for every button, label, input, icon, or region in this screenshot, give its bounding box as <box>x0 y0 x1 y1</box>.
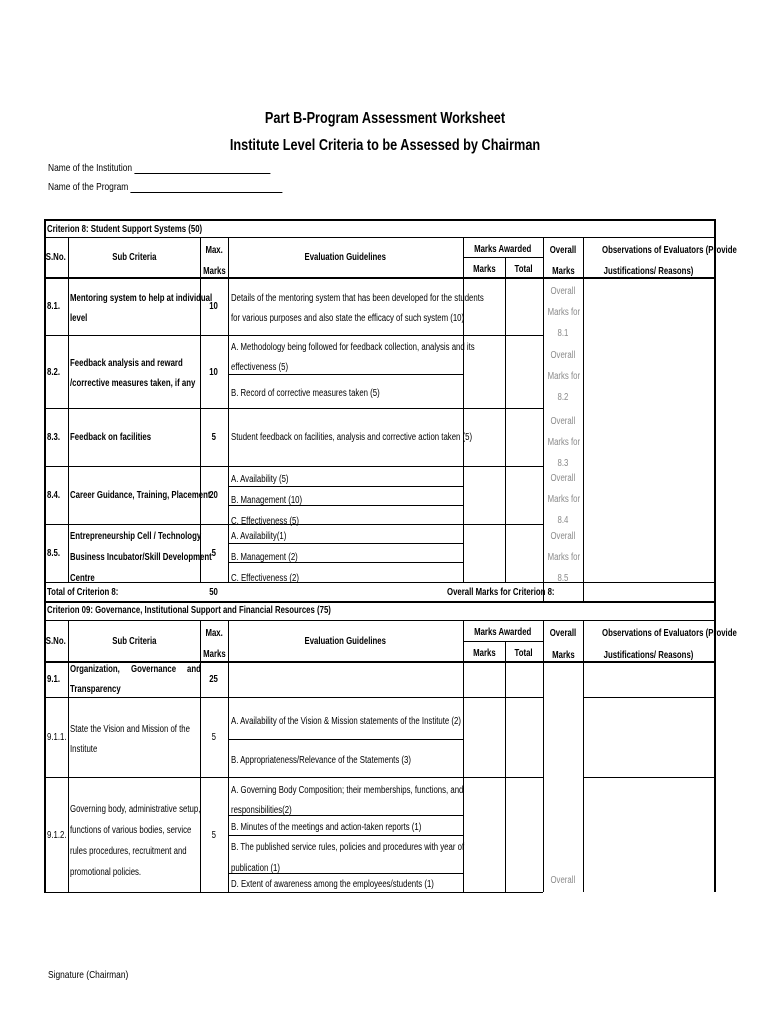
c9-col-total-header: Total <box>514 648 534 659</box>
row-9-1-max: 25 <box>209 674 219 685</box>
row-8-1-max: 10 <box>209 301 219 312</box>
program-name-field[interactable] <box>48 181 283 193</box>
row-9-1-1-guideline-a: A. Availability of the Vision & Mission statements of the Institute (2) <box>231 716 461 727</box>
row-8-1-guidelines: Details of the mentoring system that has been developed for the students for various purposes and also state the efficacy of such system (10) <box>231 293 484 324</box>
row-8-5-sno: 8.5. <box>47 548 61 559</box>
row-9-1-1-max: 5 <box>211 732 217 743</box>
col-awarded-header: Marks Awarded <box>474 244 532 255</box>
rule <box>583 777 716 778</box>
rule <box>463 641 543 642</box>
c9-col-awarded-header: Marks Awarded <box>474 627 532 638</box>
institution-blank-line[interactable] <box>134 163 270 174</box>
col-observations-header: Observations of Evaluators (Provide Justifications/ Reasons) <box>602 245 737 277</box>
row-8-2-guideline-b: B. Record of corrective measures taken (5) <box>231 388 380 399</box>
c9-col-observations-header: Observations of Evaluators (Provide Justifications/ Reasons) <box>602 628 737 661</box>
row-8-5-sub-criteria: Entrepreneurship Cell / Technology Business Incubator/Skill Development Centre <box>70 531 212 584</box>
rule <box>44 219 46 892</box>
criterion8-total-value: 50 <box>209 586 219 598</box>
rule <box>583 237 584 601</box>
rule <box>44 777 543 778</box>
row-9-1-sno: 9.1. <box>47 674 61 685</box>
row-8-2-sub-criteria: Feedback analysis and reward /corrective measures taken, if any <box>70 358 196 389</box>
row-9-1-2-guideline-b: B. Minutes of the meetings and action-taken reports (1) <box>231 822 422 833</box>
c9-col-overall-header: Overall Marks <box>549 628 577 661</box>
row-8-4-max: 20 <box>209 490 219 501</box>
institution-name-field[interactable] <box>48 162 270 174</box>
row-9-1-2-sub-criteria: Governing body, administrative setup, functions of various bodies, service rules procedures, recruitment and promotional policies. <box>70 804 201 878</box>
row-9-1-2-sno: 9.1.2. <box>47 829 67 841</box>
rule <box>583 697 716 698</box>
row-8-2-guidelines: A. Methodology being followed for feedback collection, analysis and its effectiveness (5) <box>231 342 475 373</box>
row-8-5-overall[interactable]: Overall Marks for 8.5 <box>547 531 581 584</box>
row-9-1-2-max: 5 <box>211 829 217 841</box>
rule <box>228 739 463 740</box>
col-sno-header: S.No. <box>46 252 66 263</box>
row-8-4-overall[interactable]: Overall Marks for 8.4 <box>547 473 581 526</box>
row-9-1-overall[interactable]: Overall <box>550 875 576 886</box>
col-guidelines-header: Evaluation Guidelines <box>304 252 387 263</box>
row-8-4-guidelines: A. Availability (5) B. Management (10) C. Effectiveness (5) <box>231 474 303 527</box>
row-8-4-sno: 8.4. <box>47 490 61 501</box>
row-9-1-2-guideline-c: B. The published service rules, policies and procedures with year of publication (1) <box>231 842 465 874</box>
c9-col-max-marks-header: Max. Marks <box>203 628 226 660</box>
institution-label: Name of the Institution <box>48 162 133 174</box>
rule <box>463 257 543 258</box>
col-max-marks-header: Max. Marks <box>203 245 226 277</box>
row-8-5-guidelines: A. Availability(1) B. Management (2) C. Effectiveness (2) <box>231 531 299 584</box>
row-8-2-sno: 8.2. <box>47 366 61 378</box>
col-sub-criteria-header: Sub Criteria <box>111 252 157 263</box>
page-title: Part B-Program Assessment Worksheet <box>264 110 506 127</box>
signature-chairman: Signature (Chairman) <box>48 969 129 981</box>
page-subtitle: Institute Level Criteria to be Assessed by Chairman <box>229 137 541 154</box>
program-label: Name of the Program <box>48 181 129 193</box>
row-8-1-sub-criteria: Mentoring system to help at individual level <box>70 293 213 324</box>
rule <box>714 219 716 892</box>
row-8-1-overall[interactable]: Overall Marks for 8.1 <box>547 286 581 339</box>
program-blank-line[interactable] <box>131 182 283 193</box>
row-9-1-2-guideline-a: A. Governing Body Composition; their memberships, functions, and responsibilities(2) <box>231 785 464 816</box>
col-overall-header: Overall Marks <box>549 245 577 277</box>
c9-col-sno-header: S.No. <box>46 635 66 647</box>
criterion8-overall-label: Overall Marks for Criterion 8: <box>447 586 555 598</box>
row-9-1-1-guideline-b: B. Appropriateness/Relevance of the Statements (3) <box>231 755 411 766</box>
rule <box>68 237 69 582</box>
col-total-header: Total <box>514 264 534 275</box>
row-9-1-1-sno: 9.1.1. <box>47 732 67 743</box>
criterion8-title: Criterion 8: Student Support Systems (50) <box>47 224 203 235</box>
col-marks-header: Marks <box>472 264 496 275</box>
row-8-5-max: 5 <box>211 548 217 559</box>
row-9-1-1-sub-criteria: State the Vision and Mission of the Institute <box>70 724 190 755</box>
c9-col-sub-criteria-header: Sub Criteria <box>111 635 157 647</box>
row-9-1-2-guideline-d: D. Extent of awareness among the employees/students (1) <box>231 879 434 890</box>
c9-col-marks-header: Marks <box>472 648 496 659</box>
row-8-3-sub-criteria: Feedback on facilities <box>70 432 152 443</box>
row-8-3-max: 5 <box>211 432 217 443</box>
criterion9-title: Criterion 09: Governance, Institutional Support and Financial Resources (75) <box>47 605 331 616</box>
row-8-2-max: 10 <box>209 366 219 378</box>
row-8-1-sno: 8.1. <box>47 301 61 312</box>
row-8-2-overall[interactable]: Overall Marks for 8.2 <box>547 350 581 403</box>
row-8-3-overall[interactable]: Overall Marks for 8.3 <box>547 416 581 469</box>
criterion8-total-label: Total of Criterion 8: <box>47 586 119 598</box>
rule <box>44 335 543 336</box>
row-8-3-guidelines: Student feedback on facilities, analysis and corrective action taken (5) <box>231 432 473 443</box>
c9-col-guidelines-header: Evaluation Guidelines <box>304 635 387 647</box>
row-8-4-sub-criteria: Career Guidance, Training, Placement <box>70 490 211 501</box>
row-8-3-sno: 8.3. <box>47 432 61 443</box>
row-9-1-sub-criteria: Organization, Governance and Transparency <box>70 664 201 695</box>
